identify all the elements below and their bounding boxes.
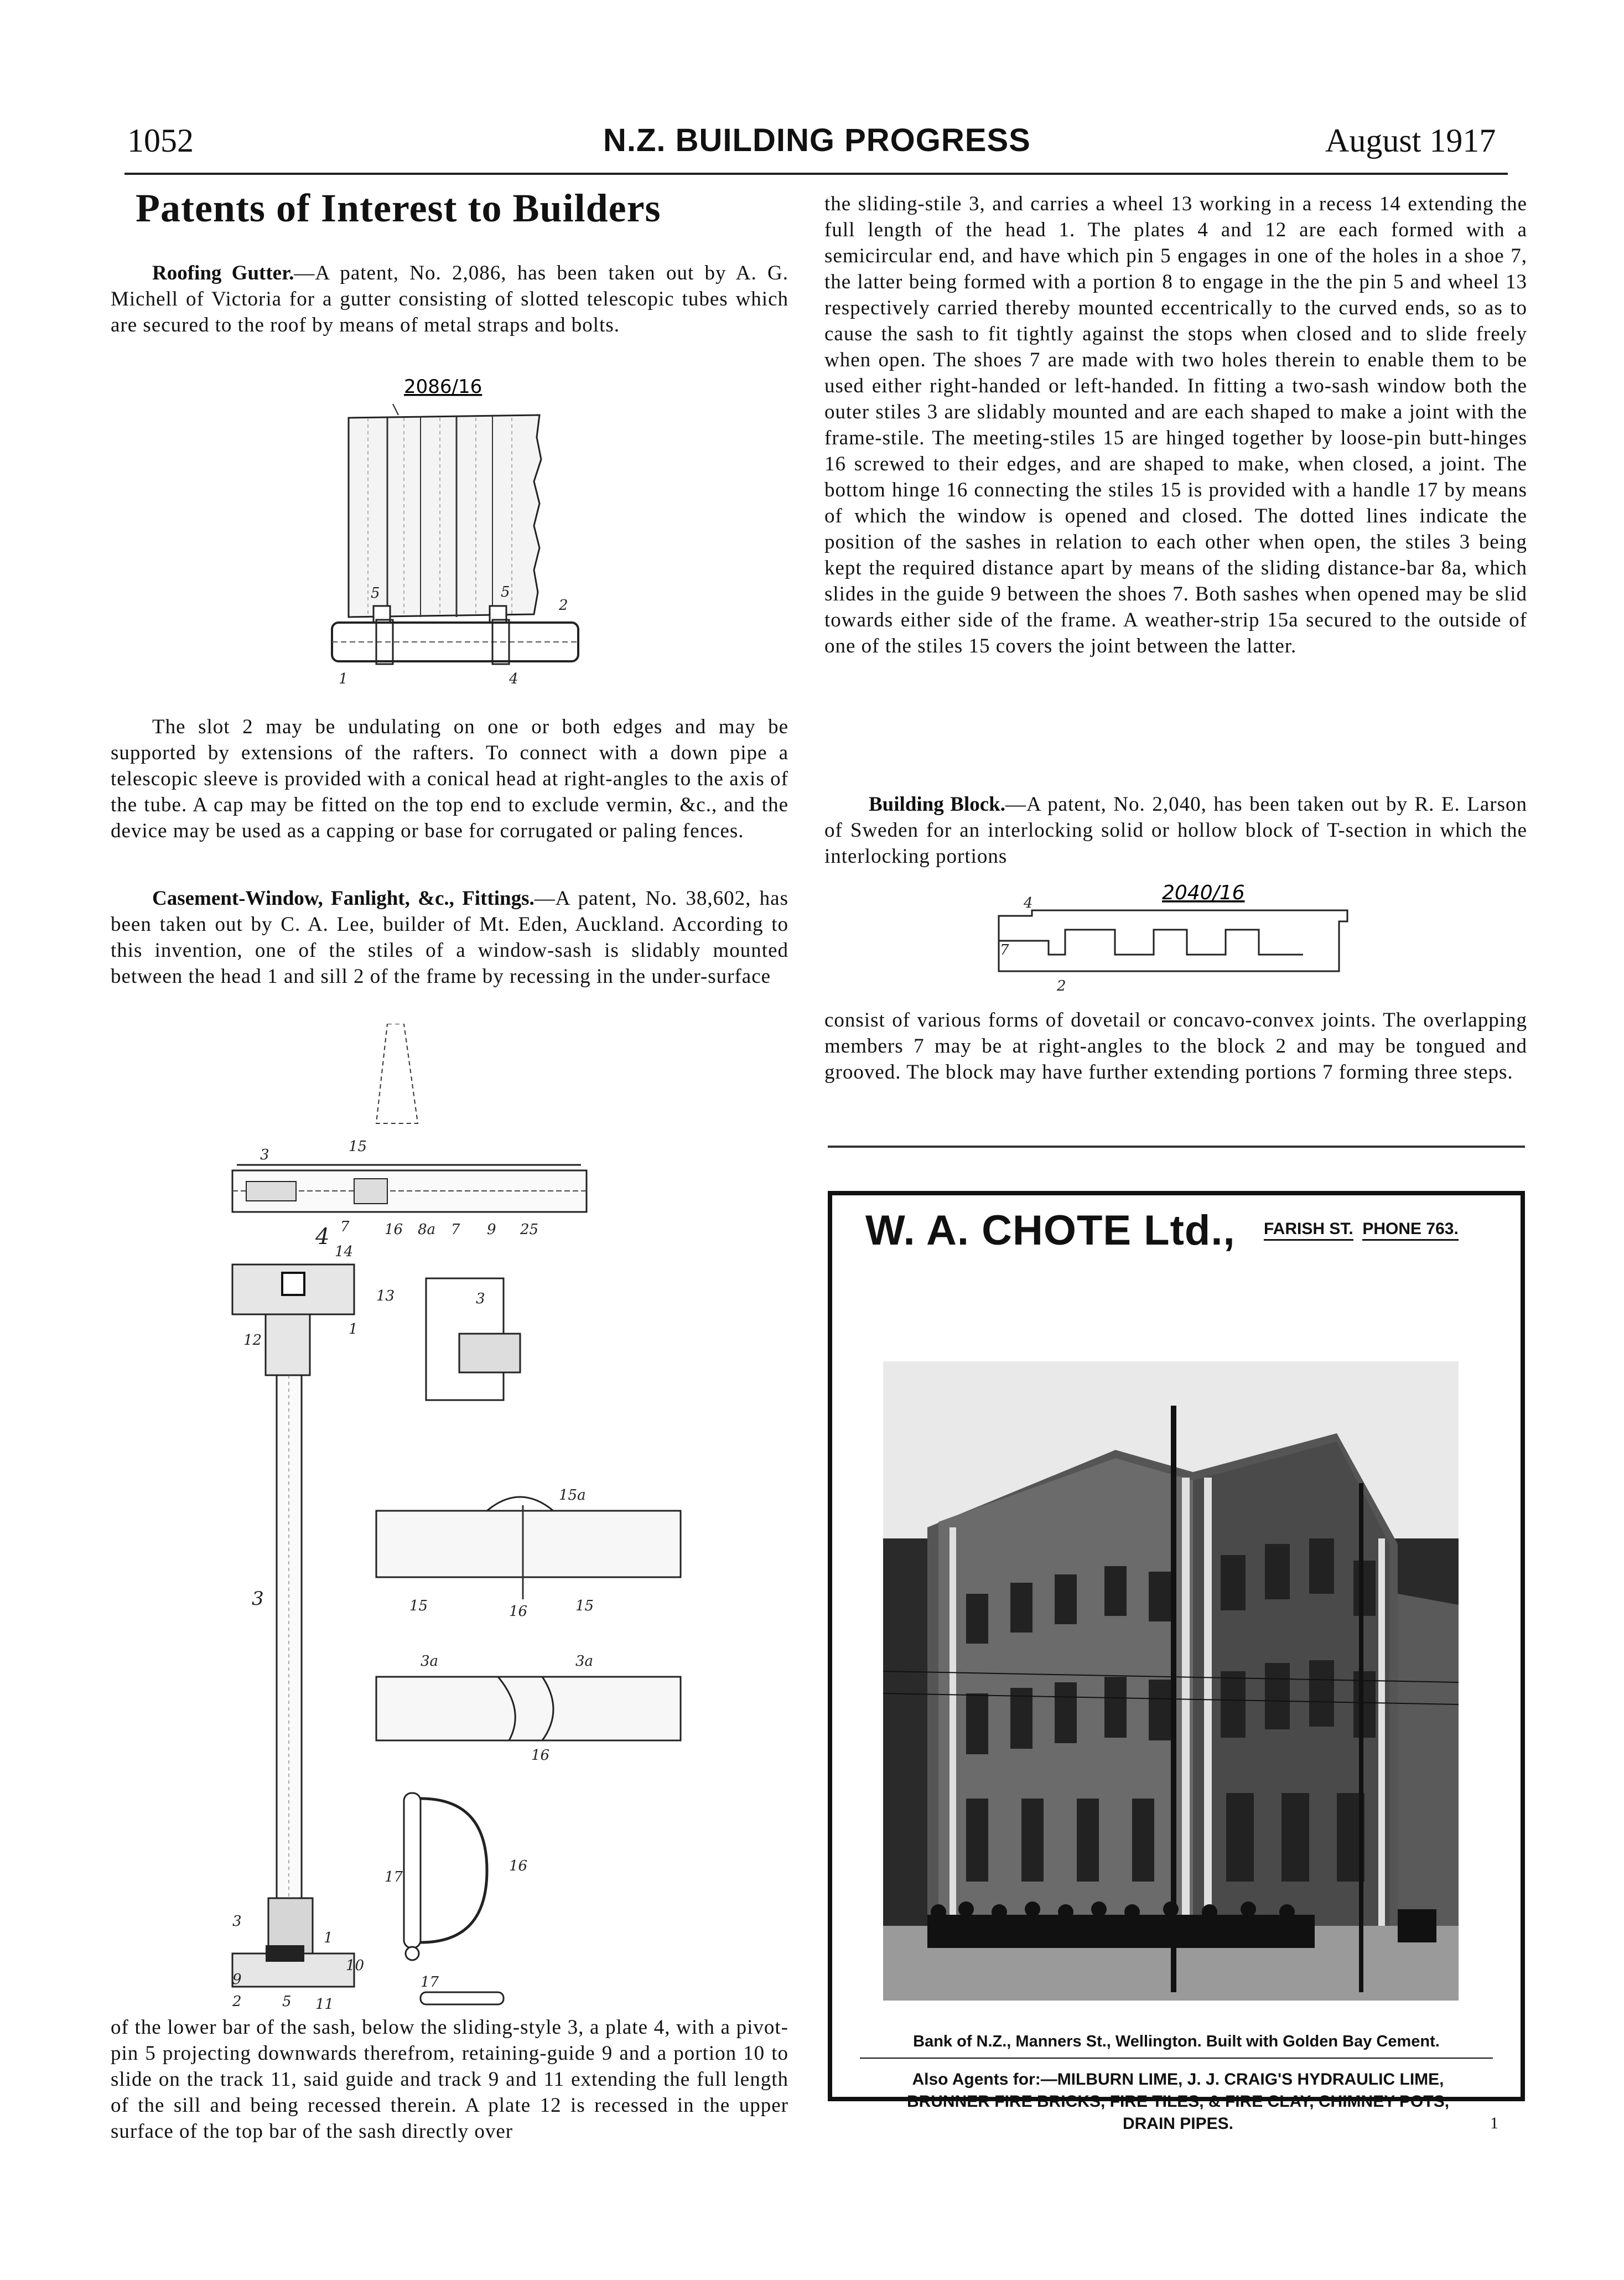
window-label: 16 xyxy=(509,1603,528,1620)
caption-rule xyxy=(860,2058,1493,2059)
window-label: 5 xyxy=(282,1993,292,2009)
building-block-continuation: consist of various forms of dovetail or concavo-convex joints. The overlapping members 7 may be at right-angles to the block 2 and may be tongued and grooved. The block may have further extending portions 7 forming three steps. xyxy=(824,1009,1527,1084)
figure-gutter xyxy=(310,371,598,692)
ad-address-phone xyxy=(1264,1220,1459,1239)
window-label: 2 xyxy=(232,1993,242,2009)
roofing-gutter-continuation: The slot 2 may be undulating on one or both edges and may be supported by extensions of the rafters. To connect with a down pipe a telescopic sleeve is provided with a conical head at right-angles to the axis of the tube. A cap may be fitted on the top end to exclude vermin, &c., and the device may be used as a capping or base for corrugated or paling fences. xyxy=(111,716,788,842)
window-label: 3 xyxy=(260,1147,269,1163)
window-label: 15 xyxy=(349,1138,367,1155)
ad-number: 1 xyxy=(1490,2114,1498,2132)
ad-agents-line: Also Agents for:—MILBURN LIME, J. J. CRAIG'S HYDRAULIC LIME, xyxy=(912,2070,1444,2089)
window-label: 17 xyxy=(385,1869,403,1885)
window-label: 17 xyxy=(421,1974,439,1991)
block-figure-id: 2040/16 xyxy=(1162,882,1245,904)
window-label: 15 xyxy=(409,1598,428,1614)
window-drawing xyxy=(199,1024,697,2009)
roofing-gutter-paragraph: Roofing Gutter.—A patent, No. 2,086, has been taken out by A. G. Michell of Victoria for a gutter consisting of slotted telescopic tubes which are secured to the roof by means of metal straps and bolts. xyxy=(111,262,788,336)
block-drawing xyxy=(993,877,1369,999)
casement-window-heading: Casement-Window, Fanlight, &c., Fittings. xyxy=(152,887,535,910)
window-label: 3 xyxy=(476,1291,485,1307)
figure-window xyxy=(199,1024,697,2009)
window-label: 8a xyxy=(418,1221,436,1238)
block-label: 7 xyxy=(1000,942,1009,958)
gutter-drawing xyxy=(310,371,598,692)
bank-building-photo xyxy=(883,1361,1459,2001)
window-label: 4 xyxy=(315,1224,330,1250)
casement-window-column2: the sliding-stile 3, and carries a wheel 13 working in a recess 14 extending the full length of the head 1. The plates 4 and 12 are each formed with a semicircular end, and have which pin 5 engages in one of the holes in a shoe 7, the latter being formed with a portion 8 to engage in the the pin 5 and wheel 13 respectively carried thereby mounted eccentrically to the curved ends, so as to cause the sash to fit tightly against the stops when closed and to slide freely when open. The shoes 7 are made with two holes therein to enable them to be used either right-handed or left-handed. In fitting a two-sash window both the outer stiles 3 are slidably mounted and are each shaped to make a joint with the frame-stile. The meeting-stiles 15 are hinged together by loose-pin butt-hinges 16 screwed to their edges, and are shaped to make, when closed, a joint. The bottom hinge 16 connecting the stiles 15 is provided with a handle 17 by means of which the window is opened and closed. The dotted lines indicate the position of the sashes in relation to each other when open, the stiles 3 being kept the required distance apart by means of the sliding distance-bar 8a, which slides in the guide 9 between the shoes 7. Both sashes when opened may be slid towards either side of the frame. A weather-strip 15a secured to the outside of one of the stiles 15 covers the joint between the latter. xyxy=(824,193,1527,657)
gutter-figure-id: 2086/16 xyxy=(404,376,482,398)
window-label: 15a xyxy=(559,1487,586,1504)
section-title: Patents of Interest to Builders xyxy=(136,186,661,230)
window-label: 9 xyxy=(487,1221,496,1238)
chote-advertisement xyxy=(828,1191,1525,2133)
window-label: 11 xyxy=(315,1996,334,2009)
window-label: 7 xyxy=(340,1219,350,1235)
window-label: 16 xyxy=(385,1221,403,1238)
bank-building-image xyxy=(883,1361,1459,2001)
window-label: 16 xyxy=(509,1858,528,1874)
window-label: 3a xyxy=(575,1653,594,1670)
issue-date: August 1917 xyxy=(1325,122,1496,159)
window-label: 3 xyxy=(252,1588,264,1610)
photo-caption: Bank of N.Z., Manners St., Wellington. Built with Golden Bay Cement. xyxy=(913,2033,1440,2050)
window-label: 3 xyxy=(232,1913,242,1930)
gutter-label: 2 xyxy=(559,597,568,614)
window-label: 7 xyxy=(451,1221,460,1238)
casement-window-continuation: of the lower bar of the sash, below the sliding-style 3, a plate 4, with a pivot-pin 5 projecting downwards therefrom, retaining-guide 9 and a portion 10 to slide on the track 11, said guide and track 9 and 11 extending the full length of the sill and being recessed therein. A plate 12 is recessed in the upper surface of the top bar of the sash directly over xyxy=(111,2016,788,2143)
header-rule xyxy=(124,173,1508,175)
window-label: 25 xyxy=(520,1221,539,1238)
column-divider-rule xyxy=(828,1146,1525,1148)
block-label: 2 xyxy=(1057,978,1066,994)
building-block-paragraph: Building Block.—A patent, No. 2,040, has been taken out by R. E. Larson of Sweden for an interlocking solid or hollow block of T-section in which the interlocking portions xyxy=(824,793,1527,868)
window-label: 12 xyxy=(243,1332,262,1349)
roofing-gutter-heading: Roofing Gutter. xyxy=(152,262,294,284)
gutter-label: 5 xyxy=(501,584,510,600)
window-label: 15 xyxy=(575,1598,594,1614)
ad-agents-text xyxy=(849,2069,1507,2135)
block-label: 4 xyxy=(1024,895,1033,911)
building-block-heading: Building Block. xyxy=(869,793,1005,816)
gutter-label: 4 xyxy=(509,671,518,687)
page-number: 1052 xyxy=(127,122,194,159)
window-label: 9 xyxy=(232,1971,242,1988)
gutter-label: 5 xyxy=(371,585,380,602)
window-label: 3a xyxy=(421,1653,439,1670)
journal-title: N.Z. BUILDING PROGRESS xyxy=(603,122,1031,158)
window-label: 14 xyxy=(335,1243,354,1260)
ad-address: FARISH ST. xyxy=(1264,1220,1353,1241)
ad-agents-line: BRUNNER FIRE BRICKS, FIRE TILES, & FIRE CLAY, CHIMNEY POTS, xyxy=(906,2092,1450,2111)
gutter-label: 1 xyxy=(339,671,348,687)
casement-window-paragraph: Casement-Window, Fanlight, &c., Fittings.—A patent, No. 38,602, has been taken out by C. A. Lee, builder of Mt. Eden, Auckland. According to this invention, one of the stiles of a window-sash is slidably mounted between the head 1 and sill 2 of the frame by recessing in the under-surface xyxy=(111,887,788,988)
window-label: 10 xyxy=(346,1957,365,1974)
window-label: 1 xyxy=(349,1321,358,1338)
window-label: 1 xyxy=(324,1930,333,1946)
ad-phone: PHONE 763. xyxy=(1362,1220,1458,1241)
figure-building-block xyxy=(993,877,1369,999)
ad-agents-line: DRAIN PIPES. xyxy=(1122,2115,1234,2133)
ad-company-name: W. A. CHOTE Ltd., xyxy=(865,1207,1236,1254)
window-label: 13 xyxy=(376,1288,395,1304)
window-label: 16 xyxy=(531,1747,550,1764)
